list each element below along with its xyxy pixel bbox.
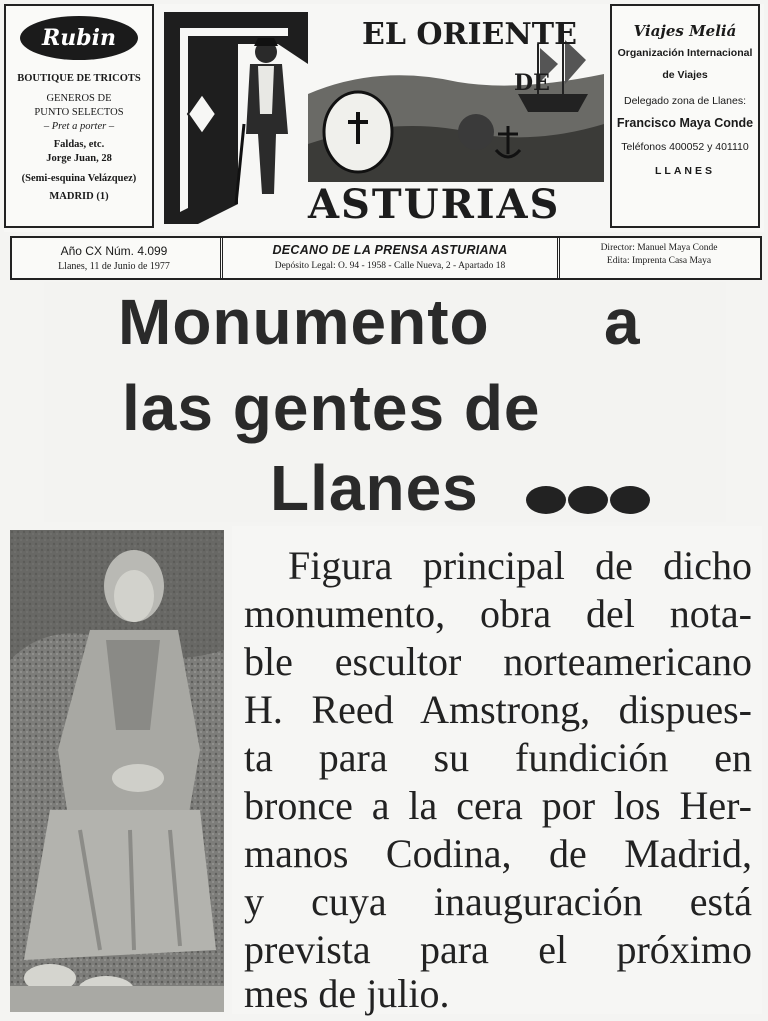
globe-icon — [458, 114, 494, 150]
editor: Edita: Imprenta Casa Maya — [606, 256, 712, 266]
issue-date: Llanes, 11 de Junio de 1977 — [58, 261, 170, 272]
melia-brand: Viajes Meliá — [633, 22, 737, 40]
advert-viajes-melia — [610, 4, 760, 228]
advert-line: BOUTIQUE DE TRICOTS — [17, 73, 141, 84]
article-line: ta para su fundición en — [244, 735, 752, 780]
title-illustration — [158, 4, 606, 228]
article-body — [232, 526, 762, 1014]
advert-line: GENEROS DE — [46, 93, 112, 104]
title-word-asturias: ASTURIAS — [308, 181, 561, 228]
headline-line-2: las gentes de — [122, 372, 541, 444]
sculpture-photo — [10, 530, 224, 1012]
headline — [44, 282, 726, 522]
rubin-logo: Rubin — [20, 16, 138, 60]
advert-line: – Pret a porter – — [43, 121, 115, 132]
article-line: Figura principal de dicho — [288, 543, 752, 588]
advert-line: Faldas, etc. — [53, 139, 105, 150]
director-cell — [558, 238, 760, 278]
director: Director: Manuel Maya Conde — [600, 243, 718, 253]
headline-line-1-end: a — [604, 286, 641, 358]
advert-line: MADRID (1) — [49, 191, 109, 202]
ellipsis-dots — [526, 486, 652, 519]
legal-deposit: Depósito Legal: O. 94 - 1958 - Calle Nueva, 2 - Apartado 18 — [274, 261, 506, 271]
article-line: prevista para el próximo — [244, 927, 752, 972]
issue-number: Año CX Núm. 4.099 — [60, 244, 168, 258]
newspaper-title-artwork — [158, 4, 606, 228]
issue-cell — [12, 238, 216, 278]
headline-line-1: Monumento — [118, 286, 490, 358]
headline-line-3: Llanes — [270, 452, 479, 524]
advert-line: de Viajes — [662, 69, 708, 81]
article-line: ble escultor norteamericano — [244, 639, 752, 684]
article-line: H. Reed Amstrong, dispues- — [244, 687, 752, 732]
delegate-name: Francisco Maya Conde — [616, 116, 754, 130]
article-line: y cuya inauguración está — [244, 879, 752, 924]
advert-line: Delegado zona de Llanes: — [623, 95, 746, 107]
tagline: DECANO DE LA PRENSA ASTURIANA — [272, 243, 508, 257]
article-line: manos Codina, de Madrid, — [244, 831, 752, 876]
advert-line: PUNTO SELECTOS — [34, 107, 124, 118]
advert-rubin — [4, 4, 154, 228]
seated-woman-sculpture-image — [10, 530, 224, 1012]
advert-line: Organización Internacional — [617, 47, 753, 59]
tagline-cell — [220, 238, 560, 278]
dot-icon — [568, 486, 608, 514]
advert-phones: Teléfonos 400052 y 401110 — [621, 141, 749, 153]
title-word-oriente: EL ORIENTE — [362, 17, 577, 52]
article-line: bronce a la cera por los Her- — [244, 783, 752, 828]
masthead-info-bar — [10, 236, 762, 280]
advert-city: LLANES — [655, 165, 715, 177]
coat-of-arms-icon — [324, 92, 392, 172]
advert-line: Jorge Juan, 28 — [46, 153, 112, 164]
title-word-de: DE — [514, 70, 550, 96]
dot-icon — [526, 486, 566, 514]
article-line: monumento, obra del nota- — [244, 591, 752, 636]
advert-line: (Semi-esquina Velázquez) — [21, 173, 137, 184]
dot-icon — [610, 486, 650, 514]
article-line: mes de julio. — [244, 971, 450, 1016]
